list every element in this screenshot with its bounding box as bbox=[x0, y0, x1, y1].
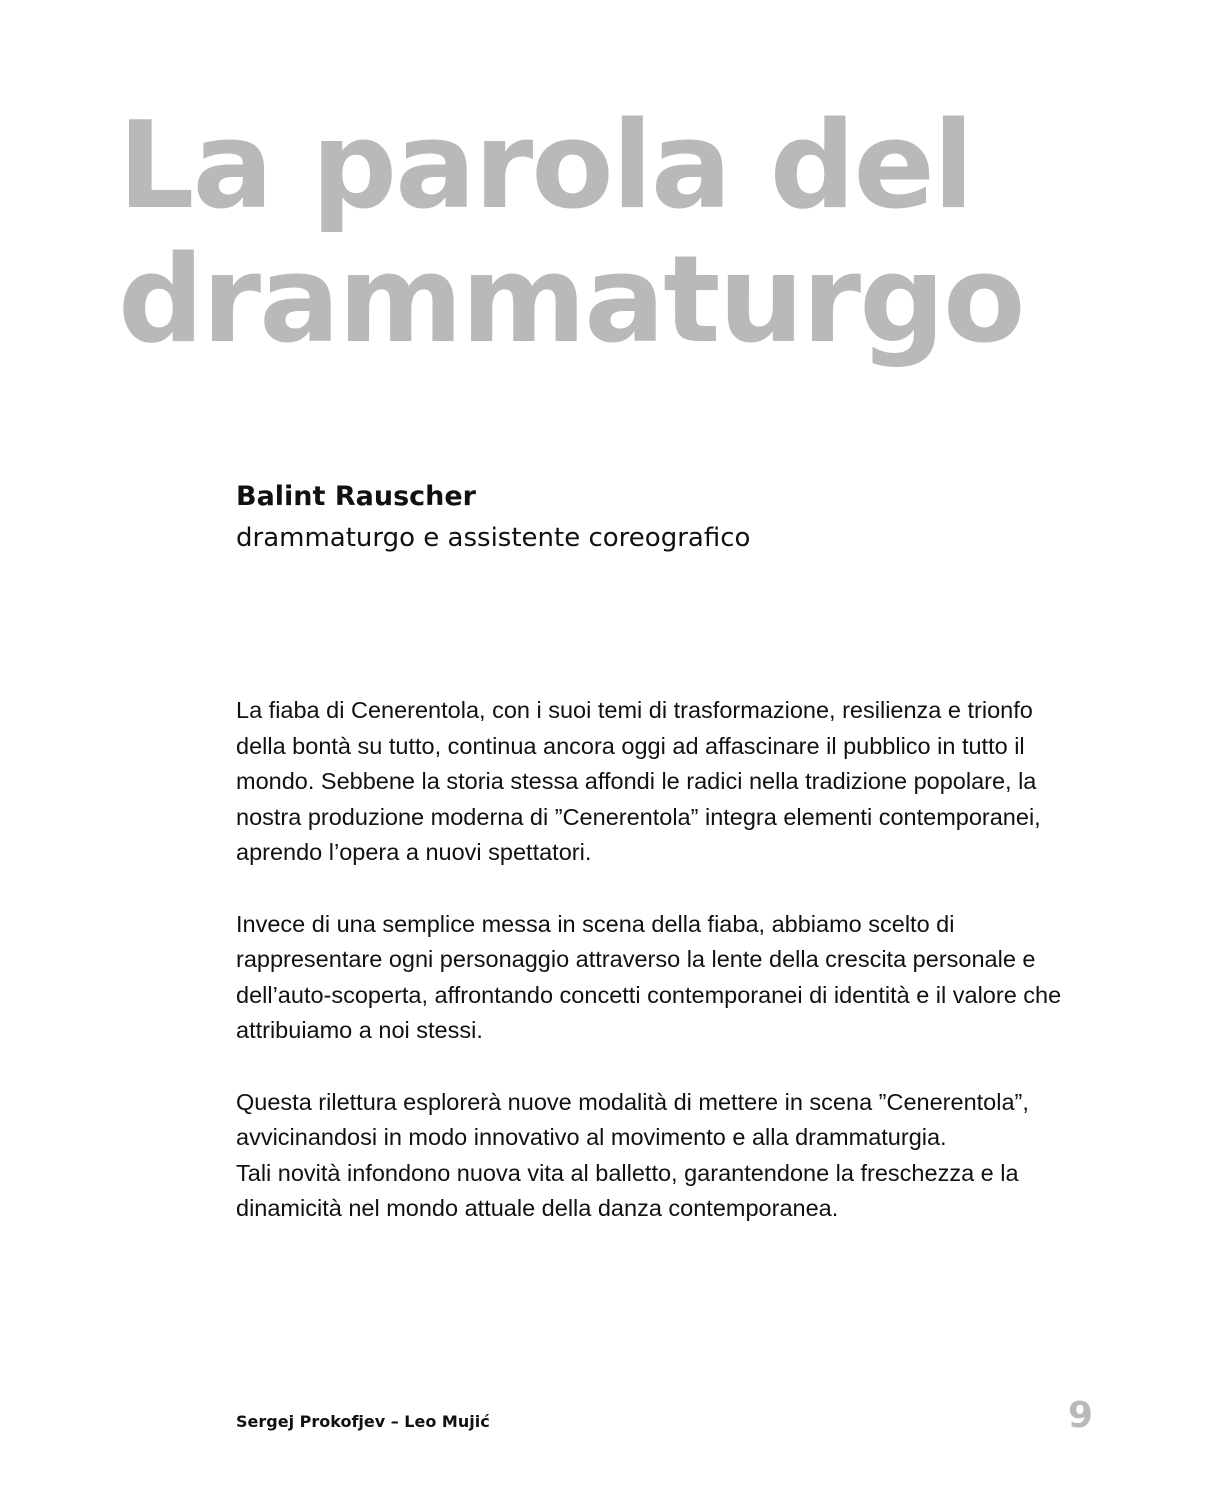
article-body bbox=[236, 693, 1106, 1263]
page-title-line-1: La parola del bbox=[118, 97, 973, 236]
text-line: attribuiamo a noi stessi. bbox=[236, 1017, 483, 1043]
paragraph-3 bbox=[236, 1085, 1106, 1227]
author-block bbox=[236, 478, 750, 556]
text-line: Invece di una semplice messa in scena della fiaba, abbiamo scelto di bbox=[236, 910, 955, 937]
text-line: della bontà su tutto, continua ancora oggi ad affascinare il pubblico in tutto il bbox=[236, 732, 1025, 759]
text-line: dinamicità nel mondo attuale della danza contemporanea. bbox=[236, 1195, 839, 1221]
text-line: mondo. Sebbene la storia stessa affondi le radici nella tradizione popolare, la bbox=[236, 768, 1037, 794]
author-name: Balint Rauscher bbox=[236, 481, 476, 512]
page-number: 9 bbox=[1067, 1395, 1093, 1436]
page-title bbox=[118, 97, 1024, 370]
paragraph-1 bbox=[236, 693, 1106, 871]
text-line: Questa rilettura esplorerà nuove modalità di mettere in scena ”Cenerentola”, bbox=[236, 1088, 1029, 1115]
text-line: aprendo l’opera a nuovi spettatori. bbox=[236, 839, 592, 865]
paragraph-2 bbox=[236, 907, 1106, 1049]
page-title-line-2: drammaturgo bbox=[118, 231, 1024, 370]
text-line: Tali novità infondono nuova vita al balletto, garantendone la freschezza e la bbox=[236, 1159, 1019, 1186]
text-line: nostra produzione moderna di ”Cenerentola” integra elementi contemporanei, bbox=[236, 803, 1041, 830]
author-role: drammaturgo e assistente coreografico bbox=[236, 523, 751, 553]
text-line: rappresentare ogni personaggio attraverso la lente della crescita personale e bbox=[236, 946, 1036, 972]
text-line: La fiaba di Cenerentola, con i suoi temi di trasformazione, resilienza e trionfo bbox=[236, 697, 1033, 723]
text-line: dell’auto-scoperta, affrontando concetti contemporanei di identità e il valore che bbox=[236, 981, 1062, 1008]
footer-credit: Sergej Prokofjev – Leo Mujić bbox=[236, 1412, 490, 1431]
text-line: avvicinandosi in modo innovativo al movimento e alla drammaturgia. bbox=[236, 1124, 947, 1150]
